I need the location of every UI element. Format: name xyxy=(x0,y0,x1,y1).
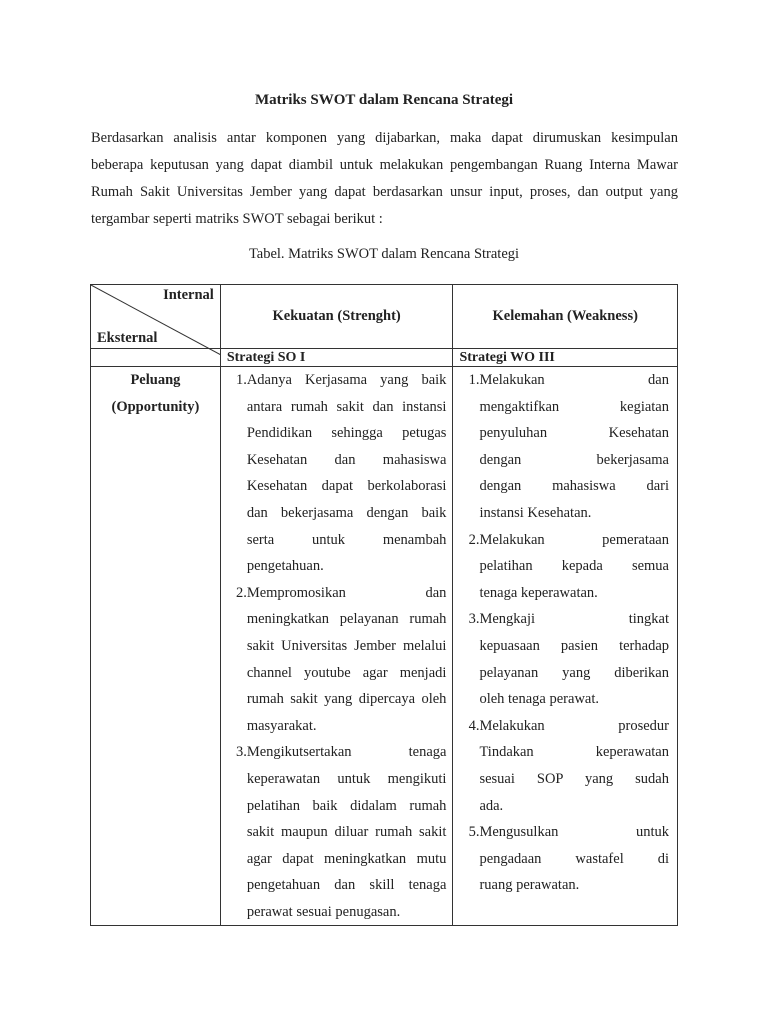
list-item-number: 2. xyxy=(468,531,480,548)
list-item-line: channel youtube agar menjadi xyxy=(246,664,447,681)
internal-label: Internal xyxy=(163,287,214,303)
swot-matrix-table xyxy=(90,284,678,926)
weakness-header: Kelemahan (Weakness) xyxy=(453,285,678,349)
list-item-line: dengan mahasiswa dari xyxy=(479,478,669,495)
corner-diagonal-cell xyxy=(91,285,221,349)
list-item-line: Kesehatan dan mahasiswa xyxy=(246,451,447,468)
list-item-line: pengetahuan dan skill tenaga xyxy=(246,877,447,894)
list-item-number: 3. xyxy=(235,744,247,761)
list-item-line: Mengusulkan untuk xyxy=(479,824,669,841)
opportunity-label: (Opportunity) xyxy=(111,399,200,415)
list-item xyxy=(453,713,677,819)
list-item-text xyxy=(479,713,677,819)
so-strategy-list xyxy=(221,367,453,925)
list-item-number: 1. xyxy=(235,372,247,388)
list-item-text xyxy=(247,367,453,580)
strategy-wo-label: Strategi WO III xyxy=(453,349,678,367)
list-item-line: sakit Universitas Jember melalui xyxy=(246,637,447,654)
list-item-number: 3. xyxy=(468,611,480,628)
list-item-line: Melakukan dan xyxy=(479,372,669,388)
so-strategy-cell xyxy=(220,367,453,926)
list-item-text xyxy=(479,367,677,527)
list-item xyxy=(221,367,453,580)
wo-strategy-list xyxy=(453,367,677,899)
list-item-line: ruang perawatan. xyxy=(479,877,580,894)
list-item-line: dan bekerjasama dengan baik xyxy=(246,504,447,521)
list-item-line: tenaga keperawatan. xyxy=(479,584,598,601)
list-item-line: pengetahuan. xyxy=(246,558,324,575)
list-item-line: dengan bekerjasama xyxy=(479,451,669,468)
intro-line: beberapa keputusan yang dapat diambil untuk melakukan pengembangan Ruang Interna Mawar xyxy=(91,157,678,173)
list-item-text xyxy=(479,606,677,712)
list-item-line: pelayanan yang diberikan xyxy=(479,664,669,681)
list-item-line: Tindakan keperawatan xyxy=(479,744,669,761)
list-item-line: antara rumah sakit dan instansi xyxy=(246,398,447,415)
list-item-line: pelatihan baik didalam rumah xyxy=(246,797,447,814)
list-item-line: pelatihan kepada semua xyxy=(479,558,669,575)
list-item xyxy=(453,527,677,607)
list-item-number: 5. xyxy=(468,824,480,841)
document-title: Matriks SWOT dalam Rencana Strategi xyxy=(254,92,514,108)
list-item-line: pengadaan wastafel di xyxy=(479,850,669,867)
intro-line: tergambar seperti matriks SWOT sebagai berikut : xyxy=(91,211,383,227)
list-item-line: masyarakat. xyxy=(246,717,317,734)
list-item-line: oleh tenaga perawat. xyxy=(479,691,599,708)
opportunity-row-label xyxy=(91,367,221,926)
list-item xyxy=(453,606,677,712)
peluang-label: Peluang xyxy=(130,372,181,388)
list-item-line: Mempromosikan dan xyxy=(246,584,447,601)
list-item-line: rumah sakit yang dipercaya oleh xyxy=(246,691,447,708)
list-item-line: mengaktifkan kegiatan xyxy=(479,398,669,415)
list-item xyxy=(453,819,677,899)
list-item-line: Adanya Kerjasama yang baik xyxy=(246,372,447,388)
strategy-so-label: Strategi SO I xyxy=(220,349,453,367)
list-item-number: 1. xyxy=(468,372,480,388)
strength-header: Kekuatan (Strenght) xyxy=(220,285,453,349)
list-item-line: meningkatkan pelayanan rumah xyxy=(246,611,447,628)
list-item-text xyxy=(479,527,677,607)
list-item xyxy=(221,580,453,740)
list-item-line: ada. xyxy=(479,797,504,814)
eksternal-label: Eksternal xyxy=(97,330,158,346)
wo-strategy-cell xyxy=(453,367,678,926)
list-item-text xyxy=(479,819,677,899)
list-item-line: perawat sesuai penugasan. xyxy=(246,903,401,920)
list-item-line: Pendidikan sehingga petugas xyxy=(246,425,447,442)
list-item-line: agar dapat meningkatkan mutu xyxy=(246,850,447,867)
list-item-line: Melakukan pemerataan xyxy=(479,531,669,548)
list-item-line: Mengikutsertakan tenaga xyxy=(246,744,447,761)
list-item-text xyxy=(247,739,453,925)
list-item xyxy=(221,739,453,925)
intro-line: Rumah Sakit Universitas Jember yang dapat berdasarkan unsur input, proses, dan output yang xyxy=(91,184,678,200)
list-item-line: Mengkaji tingkat xyxy=(479,611,669,628)
list-item-line: instansi Kesehatan. xyxy=(479,504,592,521)
list-item-line: Melakukan prosedur xyxy=(479,717,669,734)
list-item-text xyxy=(247,580,453,740)
intro-paragraph xyxy=(91,125,678,233)
list-item-number: 2. xyxy=(235,584,247,601)
list-item xyxy=(453,367,677,527)
list-item-number: 4. xyxy=(468,717,480,734)
list-item-line: sakit maupun diluar rumah sakit xyxy=(246,824,447,841)
table-header-row xyxy=(91,285,678,349)
intro-line: Berdasarkan analisis antar komponen yang dijabarkan, maka dapat dirumuskan kesimpulan xyxy=(91,130,678,146)
list-item-line: Kesehatan dapat berkolaborasi xyxy=(246,478,447,495)
list-item-line: keperawatan untuk mengikuti xyxy=(246,770,447,787)
list-item-line: penyuluhan Kesehatan xyxy=(479,425,669,442)
list-item-line: serta untuk menambah xyxy=(246,531,447,548)
list-item-line: sesuai SOP yang sudah xyxy=(479,770,669,787)
list-item-line: kepuasaan pasien terhadap xyxy=(479,637,669,654)
opportunity-row xyxy=(91,367,678,926)
table-caption: Tabel. Matriks SWOT dalam Rencana Strategi xyxy=(248,246,520,262)
